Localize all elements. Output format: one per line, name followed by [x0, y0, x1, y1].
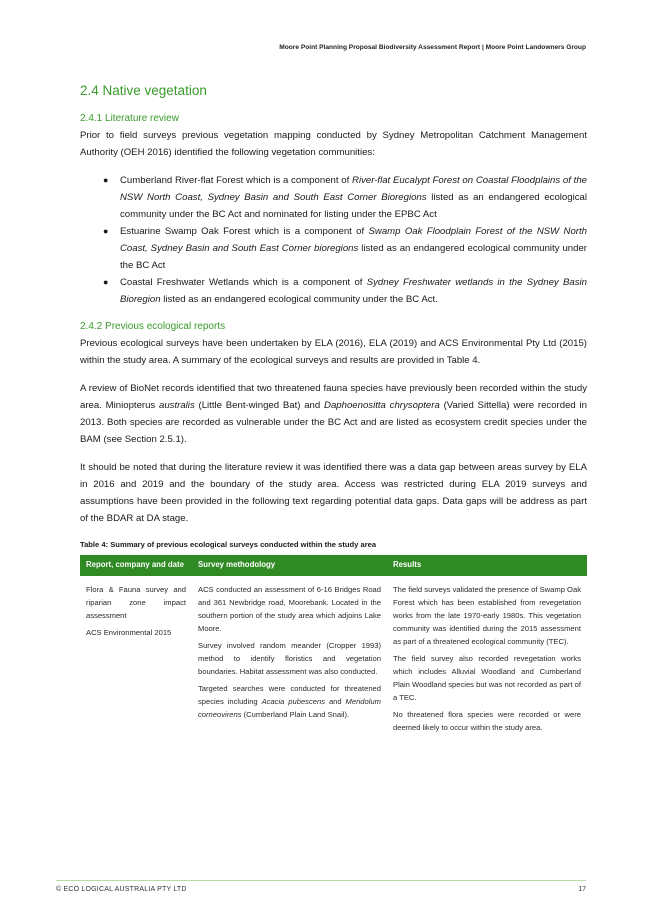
cell-method: ACS conducted an assessment of 6-16 Bridges Road and 361 Newbridge road, Moorebank. Located in the southern portion of the study area which adjoins Lake Moore. Survey involved random meander (Cropper 1993) method to identify floristics and vegetation boundaries. Habitat assessment was also conducted. Targeted searches were conducted for threatened species including Acacia pubescens and Meridolum corneovirens (Cumberland Plain Land Snail). [198, 585, 381, 719]
list-item: ● Coastal Freshwater Wetlands which is a component of Sydney Freshwater wetlands in the Sydney Basin Bioregion listed as an endangered ecological community under the BC Act. [80, 274, 587, 308]
survey-summary-table [80, 555, 587, 738]
page-number: 17 [578, 886, 586, 893]
section-heading: 2.4 Native vegetation [80, 83, 207, 98]
footer-copyright: © ECO LOGICAL AUSTRALIA PTY LTD [56, 886, 187, 893]
bullet-icon: ● [103, 226, 109, 236]
bullet-icon: ● [103, 277, 109, 287]
list-item: ● Cumberland River-flat Forest which is a component of River-flat Eucalypt Forest on Coastal Floodplains of the NSW North Coast, Sydney Basin and South East Corner Bioregions listed as an endangered ecological community under the BC Act and nominated for listing under the EPBC Act [80, 172, 587, 223]
literature-review-intro: Prior to field surveys previous vegetation mapping conducted by Sydney Metropolitan Catchment Management Authority (OEH 2016) identified the following vegetation communities: [80, 130, 587, 158]
table-row [80, 576, 587, 738]
subsection-heading-previous-reports: 2.4.2 Previous ecological reports [80, 321, 226, 332]
column-header-method: Survey methodology [192, 555, 387, 576]
table-caption: Table 4: Summary of previous ecological surveys conducted within the study area [80, 540, 377, 549]
cell-results: The field surveys validated the presence of Swamp Oak Forest which has been established from revegetation works from the late 1970-early 1980s. This vegetation community was identified during the 2015 assessment as part of a threatened ecological community (TEC). The field survey also recorded revegetation works which includes Alluvial Woodland and Cumberland Plain Woodland species but was not recorded as part of a TEC. No threatened flora species were recorded or were deemed likely to occur within the study area. [393, 585, 581, 732]
footer-divider [56, 880, 586, 881]
column-header-report: Report, company and date [80, 555, 192, 576]
cell-report: Flora & Fauna survey and riparian zone impact assessment ACS Environmental 2015 [86, 585, 186, 637]
previous-reports-para-2: A review of BioNet records identified that two threatened fauna species have previously been recorded within the study area. Miniopterus australis (Little Bent-winged Bat) and Daphoenositta chrysoptera (Varied Sittella) were recorded in 2013. Both species are recorded as vulnerable under the BC Act and are listed as ecosystem credit species under the BAM (see Section 2.5.1). [80, 383, 587, 445]
page-content [80, 83, 587, 738]
list-item: ● Estuarine Swamp Oak Forest which is a component of Swamp Oak Floodplain Forest of the NSW North Coast, Sydney Basin and South East Corner bioregions listed as an endangered ecological community under the BC Act [80, 223, 587, 274]
subsection-heading-literature-review: 2.4.1 Literature review [80, 113, 179, 124]
previous-reports-para-1: Previous ecological surveys have been undertaken by ELA (2016), ELA (2019) and ACS Environmental Pty Ltd (2015) within the study area. A summary of the ecological surveys and results are provided in Table 4. [80, 338, 587, 366]
vegetation-community-list [80, 172, 587, 308]
column-header-results: Results [387, 555, 587, 576]
table-header-row [80, 555, 587, 576]
bullet-icon: ● [103, 175, 109, 185]
running-header: Moore Point Planning Proposal Biodiversity Assessment Report | Moore Point Landowners Group [279, 44, 586, 51]
previous-reports-para-3: It should be noted that during the literature review it was identified there was a data gap between areas survey by ELA in 2016 and 2019 and the boundary of the study area. Access was restricted during ELA 2019 surveys and assumptions have been provided in the following text regarding potential data gaps. Data gaps will be address as part of the BDAR at DA stage. [80, 462, 587, 524]
